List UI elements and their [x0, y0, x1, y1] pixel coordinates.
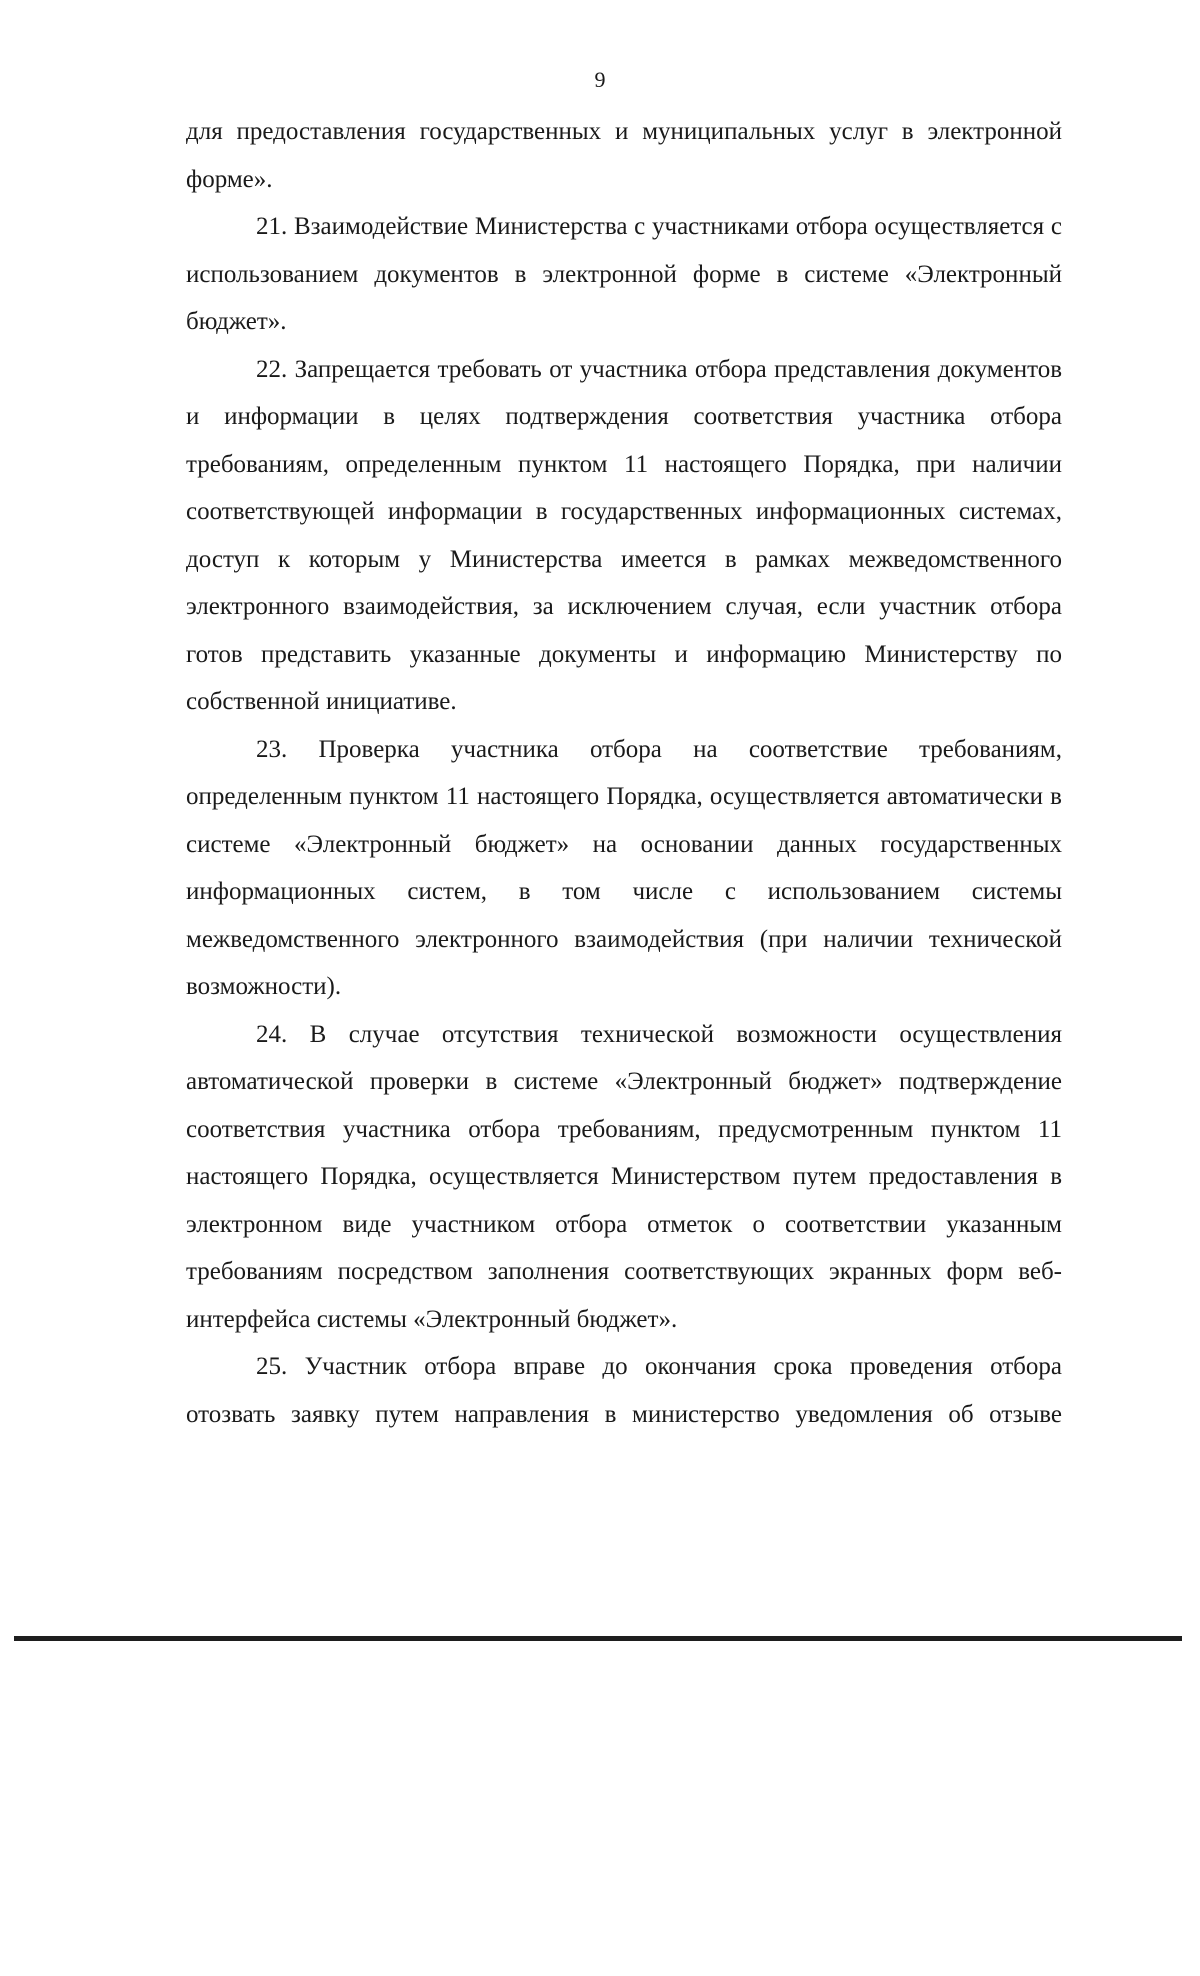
paragraph-25: 25. Участник отбора вправе до окончания срока проведения отбора отозвать заявку путем направления в министерство уведомления об отзыве	[186, 1353, 1062, 1428]
document-body	[186, 108, 1062, 1438]
paragraph-23: 23. Проверка участника отбора на соответствие требованиям, определенным пунктом 11 настоящего Порядка, осуществляется автоматически в системе «Электронный бюджет» на основании данных государственных информационных систем, в том числе с использованием системы межведомственного электронного взаимодействия (при наличии технической возможности).	[186, 735, 1062, 1000]
paragraph-continuation: для предоставления государственных и муниципальных услуг в электронной форме».	[186, 118, 1062, 193]
page-number: 9	[594, 67, 606, 92]
paragraph-21: 21. Взаимодействие Министерства с участниками отбора осуществляется с использованием документов в электронной форме в системе «Электронный бюджет».	[186, 213, 1062, 335]
page-bottom-rule	[14, 1636, 1182, 1641]
paragraph-24: 24. В случае отсутствия технической возможности осуществления автоматической проверки в системе «Электронный бюджет» подтверждение соответствия участника отбора требованиям, предусмотренным пунктом 11 настоящего Порядка, осуществляется Министерством путем предоставления в электронном виде участником отбора отметок о соответствии указанным требованиям посредством заполнения соответствующих экранных форм веб-интерфейса системы «Электронный бюджет».	[186, 1020, 1062, 1333]
paragraph-22: 22. Запрещается требовать от участника отбора представления документов и информации в целях подтверждения соответствия участника отбора требованиям, определенным пунктом 11 настоящего Порядка, при наличии соответствующей информации в государственных информационных системах, доступ к которым у Министерства имеется в рамках межведомственного электронного взаимодействия, за исключением случая, если участник отбора готов представить указанные документы и информацию Министерству по собственной инициативе.	[186, 355, 1062, 715]
